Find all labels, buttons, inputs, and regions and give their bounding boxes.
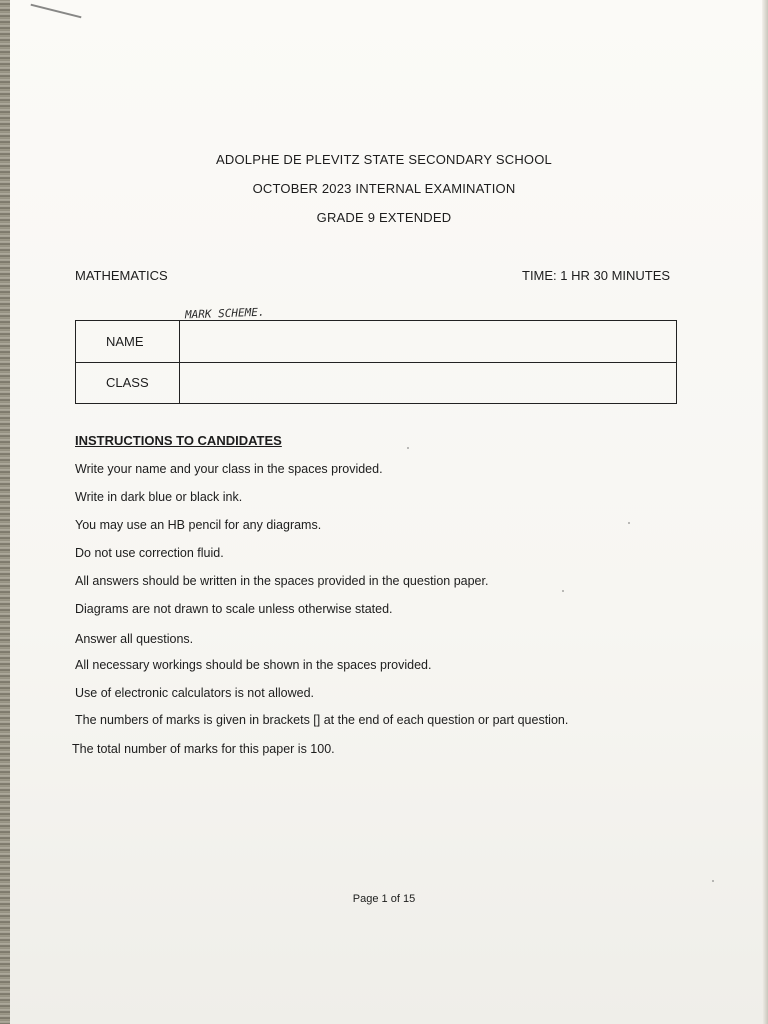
- grade-level: GRADE 9 EXTENDED: [316, 210, 452, 225]
- class-label: CLASS: [76, 362, 180, 403]
- exam-title: OCTOBER 2023 INTERNAL EXAMINATION: [252, 181, 516, 196]
- instruction-item: You may use an HB pencil for any diagrams.: [75, 518, 322, 532]
- scan-speck: [628, 522, 630, 524]
- instruction-item: The numbers of marks is given in brackets [] at the end of each question or part question.: [75, 713, 569, 727]
- school-name: ADOLPHE DE PLEVITZ STATE SECONDARY SCHOOL: [216, 152, 552, 167]
- name-label: NAME: [76, 321, 180, 362]
- instruction-item: Use of electronic calculators is not allowed.: [75, 686, 315, 700]
- instruction-item: All answers should be written in the spaces provided in the question paper.: [75, 574, 489, 588]
- instruction-item: The total number of marks for this paper is 100.: [72, 742, 335, 756]
- class-field[interactable]: [180, 362, 676, 403]
- instruction-item: Do not use correction fluid.: [75, 546, 224, 560]
- instruction-item: Write your name and your class in the spaces provided.: [75, 462, 383, 476]
- class-row: [76, 362, 676, 403]
- page-number: Page 1 of 15: [352, 893, 416, 905]
- name-row: [76, 321, 676, 363]
- name-field[interactable]: [180, 321, 676, 362]
- candidate-details-table: [75, 320, 677, 404]
- instruction-item: Diagrams are not drawn to scale unless otherwise stated.: [75, 602, 393, 616]
- instruction-item: Write in dark blue or black ink.: [75, 490, 243, 504]
- scan-speck: [712, 880, 714, 882]
- subject: MATHEMATICS: [75, 268, 168, 283]
- instructions-title: INSTRUCTIONS TO CANDIDATES: [75, 433, 282, 448]
- handwritten-note: MARK SCHEME.: [184, 305, 265, 322]
- scan-speck: [562, 590, 564, 592]
- scan-speck: [407, 447, 409, 449]
- instruction-item: All necessary workings should be shown in the spaces provided.: [75, 658, 432, 672]
- instruction-item: Answer all questions.: [75, 632, 194, 646]
- exam-duration: TIME: 1 HR 30 MINUTES: [522, 268, 671, 283]
